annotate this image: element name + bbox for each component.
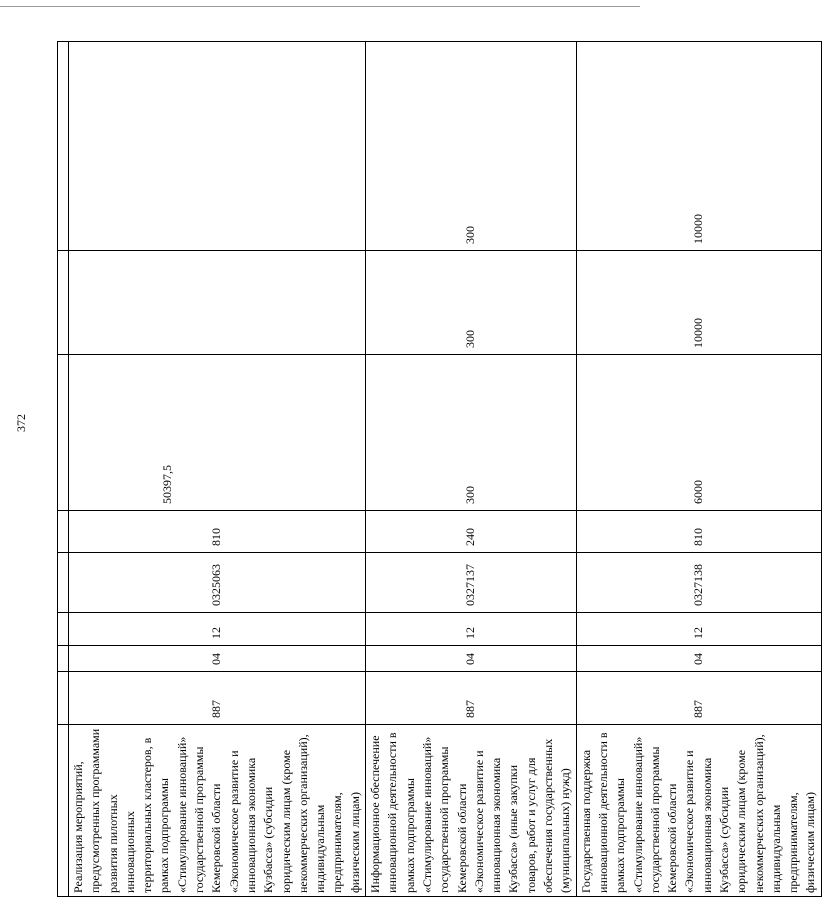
expense-type-code: 810 <box>576 511 821 553</box>
ministry-code: 887 <box>576 672 821 725</box>
budget-table <box>57 41 822 897</box>
page-number: 372 <box>14 414 28 432</box>
amount-year2: 10000 <box>576 251 821 355</box>
cell <box>58 553 69 613</box>
cell <box>58 251 69 355</box>
cell <box>58 355 69 511</box>
section-code: 04 <box>576 646 821 672</box>
row-description: Государственная поддержка инновационной деятельности в рамках подпрограммы «Стимулирование инноваций» государственной программы Кемеровской области «Экономическое развитие и инновационная экономика Кузбасса» (субсидии юридическим лицам (кроме некоммерческих организаций), индивидуальным предпринимателям, физическим лицам) <box>576 725 821 897</box>
amount-year1: 6000 <box>576 355 821 511</box>
cell <box>58 672 69 725</box>
top-rule <box>0 6 640 7</box>
ministry-code: 887 <box>69 672 366 725</box>
amount-year2 <box>69 251 366 355</box>
rotated-table-container <box>57 42 818 897</box>
subsection-code: 12 <box>366 613 577 646</box>
table-top-row <box>58 42 69 897</box>
table-row <box>69 42 366 897</box>
amount-year2: 300 <box>366 251 577 355</box>
section-code: 04 <box>69 646 366 672</box>
cell <box>58 613 69 646</box>
amount-year3: 300 <box>366 42 577 251</box>
cell <box>58 42 69 251</box>
expense-type-code: 240 <box>366 511 577 553</box>
cell <box>58 511 69 553</box>
table-row <box>366 42 577 897</box>
expense-type-code: 810 <box>69 511 366 553</box>
table-row <box>576 42 821 897</box>
section-code: 04 <box>366 646 577 672</box>
amount-year1: 50397,5 <box>69 355 366 511</box>
subsection-code: 12 <box>69 613 366 646</box>
target-code: 0327137 <box>366 553 577 613</box>
row-description: Реализация мероприятий, предусмотренных программами развития пилотных инновационных территориальных кластеров, в рамках подпрограммы «Стимулирование инноваций» государственной программы Кемеровской области «Экономическое развитие и инновационная экономика Кузбасса» (субсидии юридическим лицам (кроме некоммерческих организаций), индивидуальным предпринимателям, физическим лицам) <box>69 725 366 897</box>
subsection-code: 12 <box>576 613 821 646</box>
amount-year3 <box>69 42 366 251</box>
target-code: 0325063 <box>69 553 366 613</box>
amount-year3: 10000 <box>576 42 821 251</box>
target-code: 0327138 <box>576 553 821 613</box>
amount-year1: 300 <box>366 355 577 511</box>
row-description: Информационное обеспечение инновационной деятельности в рамках подпрограммы «Стимулирование инноваций» государственной программы Кемеровской области «Экономическое развитие и инновационная экономика Кузбасса» (иные закупки товаров, работ и услуг для обеспечения государственных (муниципальных) нужд) <box>366 725 577 897</box>
ministry-code: 887 <box>366 672 577 725</box>
cell <box>58 646 69 672</box>
cell <box>58 725 69 897</box>
